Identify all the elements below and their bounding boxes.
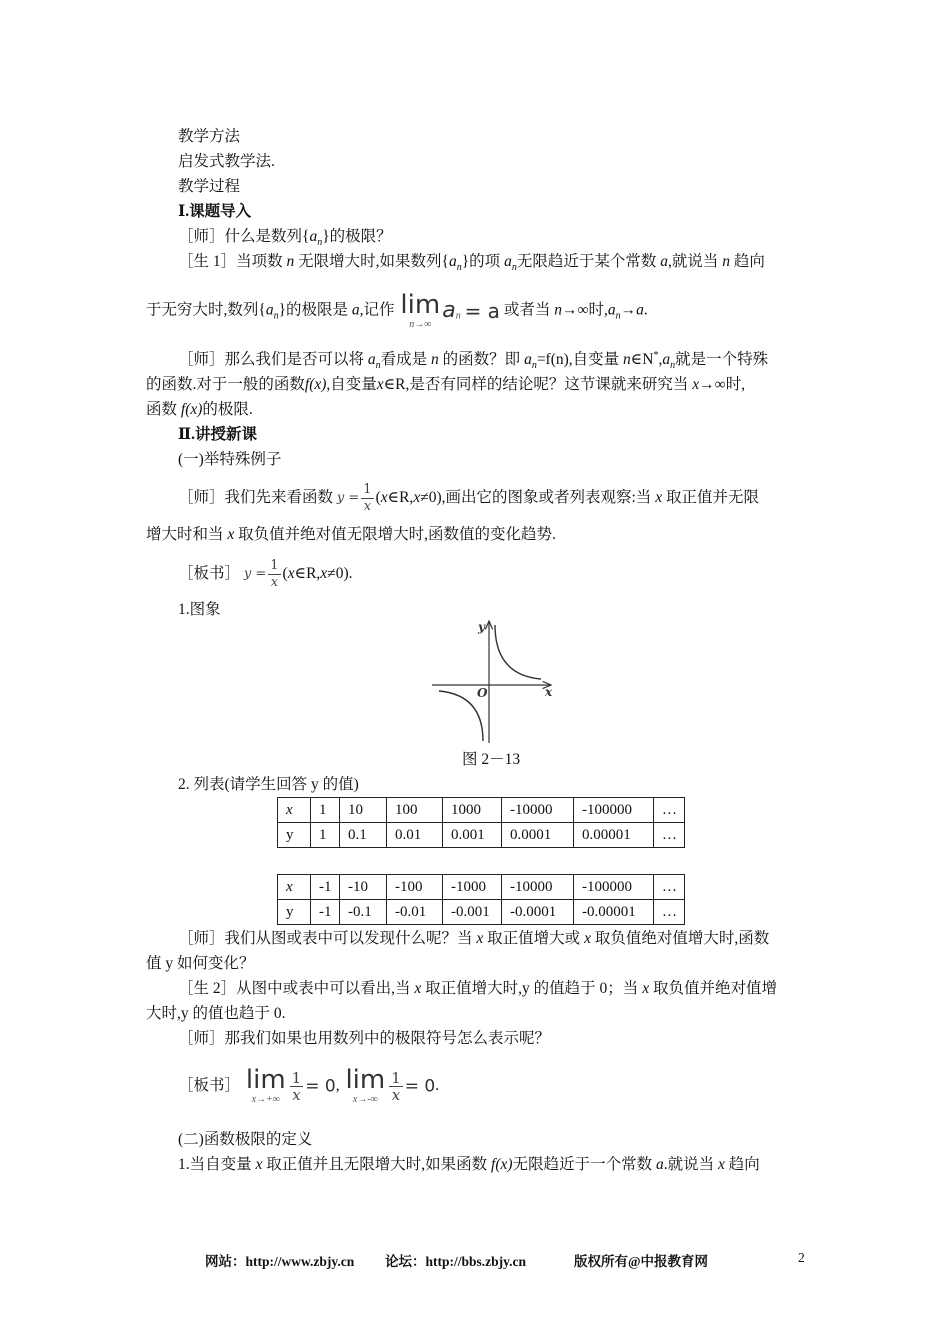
table-item: 2. 列表(请学生回答 y 的值): [178, 776, 359, 793]
section1-heading: Ⅰ.课题导入: [178, 203, 252, 220]
footer-forum: 论坛：http://bbs.zbjy.cn: [385, 1254, 527, 1269]
footer-copyright: 版权所有@中报教育网: [574, 1254, 709, 1269]
section2-heading: Ⅱ.讲授新课: [178, 426, 257, 443]
subsection-definition: (二)函数极限的定义: [178, 1131, 313, 1148]
hyperbola-branch-positive: [495, 625, 541, 679]
student-answer-2: ［生 2］从图中或表中可以看出,当 x 取正值增大时,y 的值趋于 0；当 x 取负值并绝对值增: [178, 980, 777, 997]
teacher-question-4: ［师］那我们如果也用数列中的极限符号怎么表示呢？: [178, 1030, 551, 1047]
board-limits: ［板书］ lim x→+∞ $\frac{1}{x}$ = 0, lim x→-∞ $\frac{1}{x}$ = 0.: [178, 1065, 440, 1106]
website-link[interactable]: http://www.zbjy.cn: [245, 1254, 355, 1269]
figure-item: 1.图象: [178, 601, 221, 618]
axis-x-label: x: [545, 685, 553, 699]
student-answer-1-cont: 于无穷大时,数列$\{a_n\}$的极限是 a,记作 lim n→∞ $a_n = a$ 或者当 n→∞时$,a_n\to a$.: [146, 290, 648, 330]
teacher-paragraph-2-line2: 的函数.对于一般的函数f(x),自变量x∈R,是否有同样的结论呢？这节课就来研究当 x→∞时,: [146, 376, 746, 393]
axis-y-label: y: [478, 620, 485, 634]
table-row: y -1 -0.1 -0.01 -0.001 -0.0001 -0.00001 …: [278, 900, 685, 925]
origin-label: O: [477, 686, 488, 700]
forum-link[interactable]: http://bbs.zbjy.cn: [425, 1254, 527, 1269]
teacher-paragraph-2: ［师］那么我们是否可以将 $a_n$看成是 n 的函数？即 $a_n=f(n)$,自变量 $n\in N^*,a_n$就是一个特殊: [178, 349, 769, 372]
limit-sequence: lim n→∞: [400, 290, 441, 330]
table-row: y 1 0.1 0.01 0.001 0.0001 0.00001 …: [278, 823, 685, 848]
value-table-negative: [277, 874, 685, 925]
limit-positive-infinity: lim x→+∞: [245, 1065, 286, 1106]
teacher-question-3-line2: 值 y 如何变化？: [146, 955, 255, 972]
figure-caption: 图 2－13: [462, 751, 521, 768]
page-number: 2: [798, 1250, 805, 1265]
student-answer-1: ［生 1］当项数 n 无限增大时,如果数列$\{a_n\}$的项 $a_n$无限趋近于某个常数 a,就说当 n 趋向: [178, 253, 765, 274]
method-text: 启发式教学法.: [178, 153, 275, 170]
table-row: x 1 10 100 1000 -10000 -100000 …: [278, 798, 685, 823]
teacher-question-3: ［师］我们从图或表中可以发现什么呢？当 x 取正值增大或 x 取负值绝对值增大时,函数: [178, 930, 770, 947]
teacher-function-intro: ［师］我们先来看函数 y = $\frac{1}{x}$ (x∈R,x≠0),画出它的图象或者列表观察:当 x 取正值并无限: [178, 482, 759, 514]
definition-line-1: 1.当自变量 x 取正值并且无限增大时,如果函数 f(x)无限趋近于一个常数 a.就说当 x 趋向: [178, 1156, 760, 1173]
limit-negative-infinity: lim x→-∞: [345, 1065, 386, 1106]
teacher-question-1: ［师］什么是数列$\{a_n\}$的极限？: [178, 228, 392, 249]
student-answer-2-line2: 大时,y 的值也趋于 0.: [146, 1005, 286, 1022]
method-heading: 教学方法: [178, 128, 241, 145]
footer-website: 网站：http://www.zbjy.cn: [205, 1254, 355, 1269]
value-table-positive: [277, 797, 685, 848]
subsection-examples: (一)举特殊例子: [178, 451, 282, 468]
table-row: x -1 -10 -100 -1000 -10000 -100000 …: [278, 875, 685, 900]
board-function: ［板书］ y = $\frac{1}{x}$ (x∈R,x≠0).: [178, 558, 353, 590]
process-heading: 教学过程: [178, 178, 241, 195]
teacher-function-intro-line2: 增大时和当 x 取负值并绝对值无限增大时,函数值的变化趋势.: [146, 526, 556, 543]
teacher-paragraph-2-line3: 函数 f(x)的极限.: [146, 401, 253, 418]
hyperbola-figure: [425, 615, 560, 745]
